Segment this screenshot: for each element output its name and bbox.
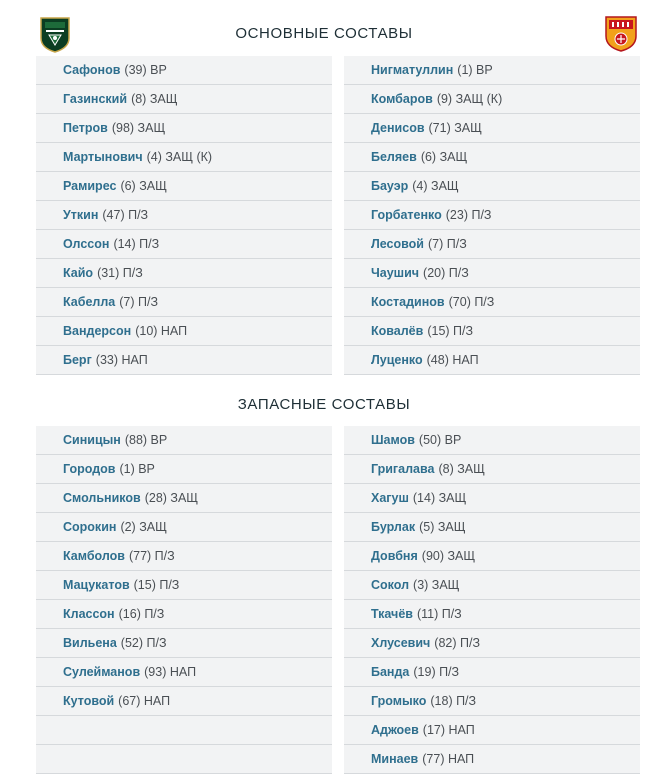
player-name-link[interactable]: Довбня — [371, 549, 418, 563]
player-name-link[interactable]: Газинский — [63, 92, 128, 106]
player-row — [36, 600, 332, 629]
player-name-link[interactable]: Хлусевич — [371, 636, 431, 650]
player-name-link[interactable]: Петров — [63, 121, 108, 135]
player-row — [344, 259, 640, 288]
home-starting-list — [36, 56, 332, 375]
player-name-link[interactable]: Ткачёв — [371, 607, 413, 621]
player-number-position: (47) П/З — [102, 208, 149, 222]
player-row — [36, 85, 332, 114]
player-number-position: (77) НАП — [422, 752, 475, 766]
player-name-link[interactable]: Берг — [63, 353, 92, 367]
player-number-position: (3) ЗАЩ — [413, 578, 460, 592]
player-name-link[interactable]: Камболов — [63, 549, 125, 563]
player-name-link[interactable]: Сафонов — [63, 63, 121, 77]
player-number-position: (98) ЗАЩ — [111, 121, 166, 135]
player-number-position: (28) ЗАЩ — [144, 491, 199, 505]
player-row — [344, 346, 640, 375]
player-row — [344, 114, 640, 143]
player-number-position: (7) П/З — [119, 295, 159, 309]
player-number-position: (19) П/З — [413, 665, 460, 679]
player-name-link[interactable]: Синицын — [63, 433, 121, 447]
player-number-position: (48) НАП — [426, 353, 479, 367]
player-number-position: (11) П/З — [416, 607, 462, 621]
player-number-position: (10) НАП — [135, 324, 188, 338]
player-number-position: (15) П/З — [427, 324, 474, 338]
player-row — [344, 745, 640, 774]
player-name-link[interactable]: Григалава — [371, 462, 435, 476]
player-number-position: (18) П/З — [430, 694, 477, 708]
player-name-link[interactable]: Кутовой — [63, 694, 115, 708]
player-name-link[interactable]: Бауэр — [371, 179, 409, 193]
player-name-link[interactable]: Кабелла — [63, 295, 116, 309]
player-row — [36, 484, 332, 513]
player-name-link[interactable]: Мацукатов — [63, 578, 130, 592]
player-row — [36, 259, 332, 288]
player-row — [344, 658, 640, 687]
player-name-link[interactable]: Смольников — [63, 491, 141, 505]
player-row — [344, 716, 640, 745]
player-name-link[interactable]: Горбатенко — [371, 208, 442, 222]
player-row — [344, 484, 640, 513]
player-number-position: (88) ВР — [124, 433, 168, 447]
player-row — [344, 85, 640, 114]
player-name-link[interactable]: Чаушич — [371, 266, 420, 280]
player-number-position: (14) П/З — [113, 237, 160, 251]
away-starting-list — [344, 56, 640, 375]
player-row — [36, 687, 332, 716]
player-name-link[interactable]: Луценко — [371, 353, 423, 367]
player-row — [344, 172, 640, 201]
player-row — [344, 230, 640, 259]
player-name-link[interactable]: Сорокин — [63, 520, 117, 534]
player-name-link[interactable]: Денисов — [371, 121, 425, 135]
player-row — [344, 600, 640, 629]
player-name-link[interactable]: Уткин — [63, 208, 99, 222]
player-row — [36, 513, 332, 542]
player-name-link[interactable]: Городов — [63, 462, 116, 476]
player-number-position: (82) П/З — [434, 636, 481, 650]
player-name-link[interactable]: Вандерсон — [63, 324, 132, 338]
player-number-position: (52) П/З — [120, 636, 167, 650]
player-number-position: (31) П/З — [97, 266, 143, 280]
starting-lineups-title: ОСНОВНЫЕ СОСТАВЫ — [235, 25, 413, 42]
player-row — [344, 687, 640, 716]
player-row — [36, 317, 332, 346]
player-name-link[interactable]: Сокол — [371, 578, 410, 592]
player-row — [344, 629, 640, 658]
player-row — [344, 455, 640, 484]
player-row — [36, 201, 332, 230]
player-name-link[interactable]: Нигматуллин — [371, 63, 454, 77]
player-number-position: (90) ЗАЩ — [421, 549, 476, 563]
player-name-link[interactable]: Олссон — [63, 237, 110, 251]
player-name-link[interactable]: Громыко — [371, 694, 427, 708]
player-number-position: (1) ВР — [457, 63, 493, 77]
player-number-position: (6) ЗАЩ — [420, 150, 468, 164]
player-name-link[interactable]: Аджоев — [371, 723, 419, 737]
player-number-position: (14) ЗАЩ — [412, 491, 467, 505]
player-number-position: (70) П/З — [448, 295, 495, 309]
player-row — [36, 114, 332, 143]
player-number-position: (23) П/З — [445, 208, 492, 222]
player-name-link[interactable]: Сулейманов — [63, 665, 141, 679]
player-name-link[interactable]: Костадинов — [371, 295, 445, 309]
substitutes-title: ЗАПАСНЫЕ СОСТАВЫ — [237, 396, 411, 413]
player-row — [36, 716, 332, 745]
player-row — [344, 317, 640, 346]
player-number-position: (8) ЗАЩ — [438, 462, 485, 476]
player-row — [36, 230, 332, 259]
player-number-position: (39) ВР — [124, 63, 167, 77]
player-row — [36, 745, 332, 774]
player-number-position: (6) ЗАЩ — [120, 179, 167, 193]
player-number-position: (4) ЗАЩ (К) — [146, 150, 213, 164]
player-name-link[interactable]: Хагуш — [371, 491, 409, 505]
player-row — [344, 143, 640, 172]
player-row — [36, 346, 332, 375]
player-name-link[interactable]: Минаев — [371, 752, 419, 766]
player-number-position: (9) ЗАЩ (К) — [436, 92, 503, 106]
player-name-link[interactable]: Комбаров — [371, 92, 433, 106]
player-name-link[interactable]: Бурлак — [371, 520, 416, 534]
player-number-position: (4) ЗАЩ — [412, 179, 459, 193]
player-name-link[interactable]: Мартынович — [63, 150, 143, 164]
player-number-position: (17) НАП — [422, 723, 475, 737]
away-subs-list — [344, 426, 640, 774]
player-row — [344, 571, 640, 600]
player-number-position: (8) ЗАЩ — [131, 92, 178, 106]
player-name-link[interactable]: Лесовой — [371, 237, 424, 251]
player-row — [36, 571, 332, 600]
player-row — [344, 426, 640, 455]
player-row — [344, 513, 640, 542]
player-number-position: (67) НАП — [118, 694, 171, 708]
player-number-position: (5) ЗАЩ — [419, 520, 466, 534]
player-row — [36, 56, 332, 85]
player-name-link[interactable]: Рамирес — [63, 179, 117, 193]
player-row — [344, 56, 640, 85]
player-name-link[interactable]: Классон — [63, 607, 115, 621]
player-number-position: (20) П/З — [423, 266, 469, 280]
player-number-position: (33) НАП — [95, 353, 148, 367]
player-name-link[interactable]: Вильена — [63, 636, 117, 650]
player-row — [36, 426, 332, 455]
home-subs-list — [36, 426, 332, 774]
player-number-position: (93) НАП — [144, 665, 197, 679]
player-number-position: (71) ЗАЩ — [428, 121, 482, 135]
player-name-link[interactable]: Шамов — [371, 433, 415, 447]
player-row — [36, 455, 332, 484]
player-name-link[interactable]: Беляев — [371, 150, 417, 164]
player-row — [344, 288, 640, 317]
player-row — [36, 542, 332, 571]
player-row — [36, 658, 332, 687]
player-number-position: (1) ВР — [119, 462, 155, 476]
player-number-position: (2) ЗАЩ — [120, 520, 167, 534]
player-row — [344, 201, 640, 230]
player-number-position: (7) П/З — [428, 237, 467, 251]
player-number-position: (15) П/З — [133, 578, 180, 592]
player-number-position: (50) ВР — [418, 433, 462, 447]
player-row — [36, 629, 332, 658]
player-name-link[interactable]: Банда — [371, 665, 410, 679]
player-row — [36, 143, 332, 172]
player-name-link[interactable]: Кайо — [63, 266, 94, 280]
player-number-position: (16) П/З — [118, 607, 165, 621]
player-row — [344, 542, 640, 571]
player-name-link[interactable]: Ковалёв — [371, 324, 424, 338]
player-row — [36, 172, 332, 201]
player-number-position: (77) П/З — [128, 549, 175, 563]
player-row — [36, 288, 332, 317]
